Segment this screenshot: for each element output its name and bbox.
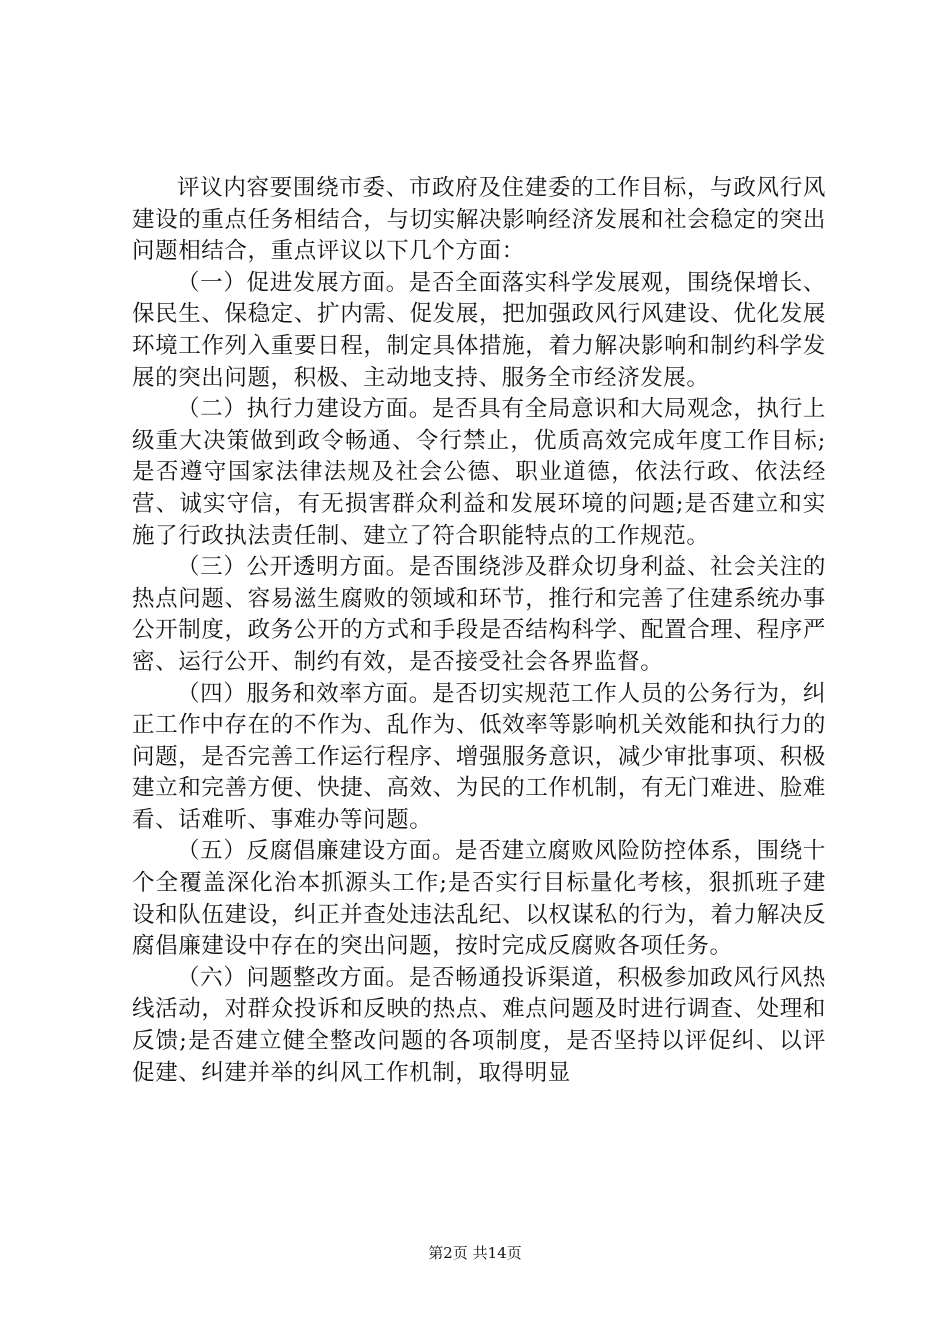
page-number-label: 第2页 共14页 xyxy=(428,1244,522,1262)
section-5-paragraph: （五）反腐倡廉建设方面。是否建立腐败风险防控体系，围绕十个全覆盖深化治本抓源头工作;是否实行目标量化考核，狠抓班子建设和队伍建设，纠正并查处违法乱纪、以权谋私的行为，着力解决反腐倡廉建设中存在的突出问题，按时完成反腐败各项任务。 xyxy=(132,838,826,960)
page-footer xyxy=(0,1243,950,1263)
section-3-paragraph: （三）公开透明方面。是否围绕涉及群众切身利益、社会关注的热点问题、容易滋生腐败的领域和环节，推行和完善了住建系统办事公开制度，政务公开的方式和手段是否结构科学、配置合理、程序严密、运行公开、制约有效，是否接受社会各界监督。 xyxy=(132,554,826,675)
section-6-paragraph: （六）问题整改方面。是否畅通投诉渠道，积极参加政风行风热线活动，对群众投诉和反映的热点、难点问题及时进行调查、处理和反馈;是否建立健全整改问题的各项制度，是否坚持以评促纠、以评促建、纠建并举的纠风工作机制，取得明显 xyxy=(132,964,826,1086)
section-4-paragraph: （四）服务和效率方面。是否切实规范工作人员的公务行为，纠正工作中存在的不作为、乱作为、低效率等影响机关效能和执行力的问题，是否完善工作运行程序、增强服务意识，减少审批事项、积极建立和完善方便、快捷、高效、为民的工作机制，有无门难进、脸难看、话难听、事难办等问题。 xyxy=(132,680,826,833)
document-body xyxy=(132,173,826,1089)
section-1-paragraph: （一）促进发展方面。是否全面落实科学发展观，围绕保增长、保民生、保稳定、扩内需、促发展，把加强政风行风建设、优化发展环境工作列入重要日程，制定具体措施，着力解决影响和制约科学发展的突出问题，积极、主动地支持、服务全市经济发展。 xyxy=(132,269,826,391)
intro-paragraph: 评议内容要围绕市委、市政府及住建委的工作目标，与政风行风建设的重点任务相结合，与切实解决影响经济发展和社会稳定的突出问题相结合，重点评议以下几个方面： xyxy=(132,175,826,265)
section-2-paragraph: （二）执行力建设方面。是否具有全局意识和大局观念，执行上级重大决策做到政令畅通、令行禁止，优质高效完成年度工作目标;是否遵守国家法律法规及社会公德、职业道德，依法行政、依法经营、诚实守信，有无损害群众利益和发展环境的问题;是否建立和实施了行政执法责任制、建立了符合职能特点的工作规范。 xyxy=(132,396,826,549)
